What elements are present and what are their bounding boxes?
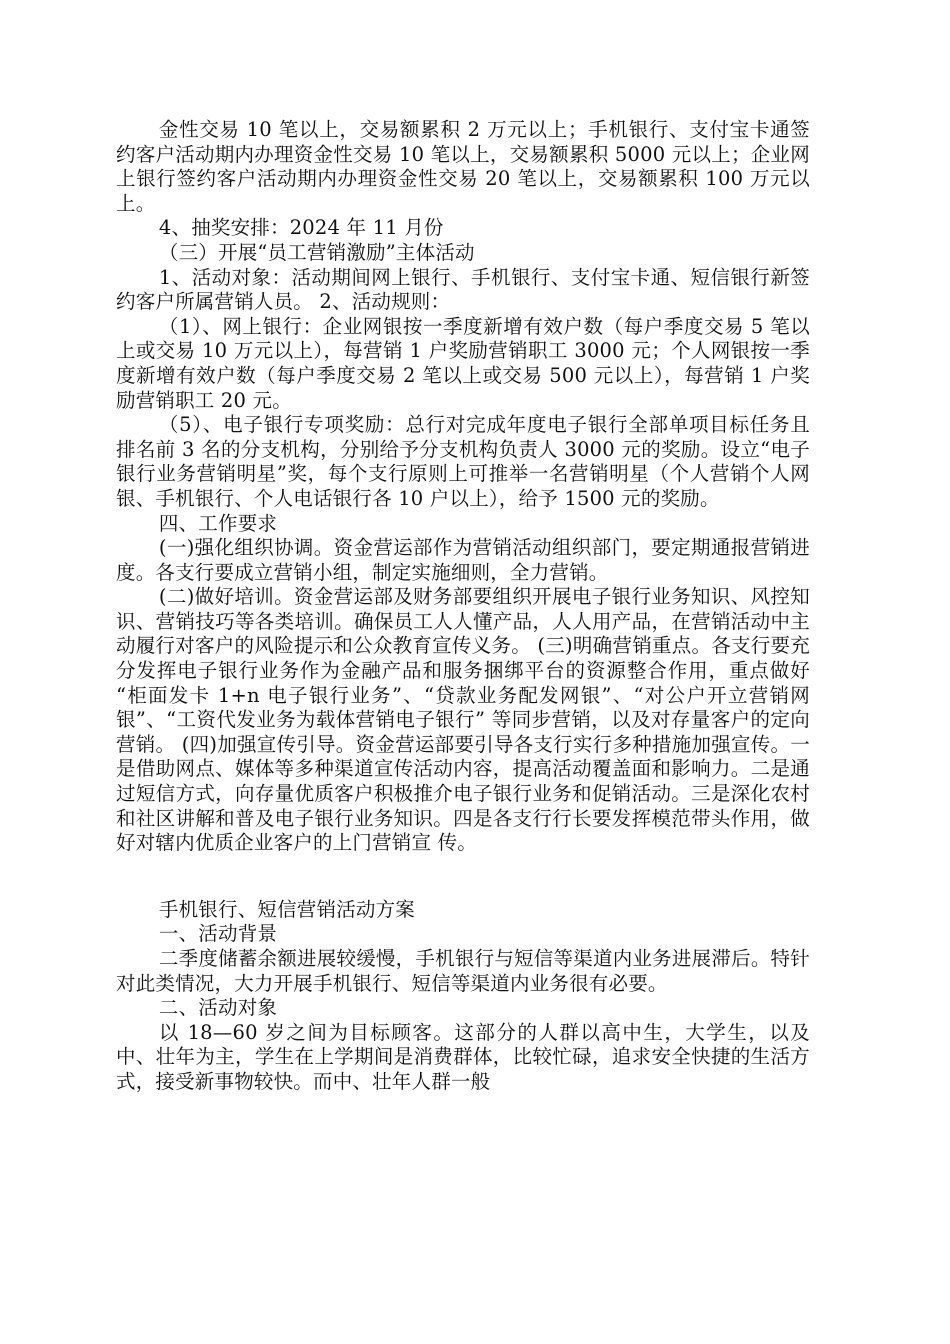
section-gap xyxy=(116,856,810,898)
section2-title: 手机银行、短信营销活动方案 xyxy=(158,897,415,921)
heading-work-requirements: 四、工作要求 xyxy=(158,511,278,535)
paragraph-transaction-requirements: 金性交易 10 笔以上，交易额累积 2 万元以上；手机银行、支付宝卡通签约客户活动期内办理资金性交易 10 笔以上，交易额累积 5000 元以上；企业网上银行签约客户活动期内办理资金性交易 20 笔以上，交易额累积 100 万元以上。 xyxy=(116,118,810,215)
heading-activity-background: 一、活动背景 xyxy=(158,922,278,946)
paragraph-training-marketing-publicity: (二)做好培训。资金营运部及财务部要组织开展电子银行业务知识、风控知识、营销技巧等各类培训。确保员工人人懂产品，人人用产品，在营销活动中主动履行对客户的风险提示和公众教育宣传义务。 (三)明确营销重点。各支行要充分发挥电子银行业务作为金融产品和服务捆绑平台的资源整合作用，重点做好 “柜面发卡 1+n 电子银行业务”、“贷款业务配发网银”、“对公户开立营销网银”、“工资代发业务为载体营销电子银行” 等同步营销，以及对存量客户的定向营销。 (四)加强宣传引导。资金营运部要引导各支行实行多种措施加强宣传。一是借助网点、媒体等多种渠道宣传活动内容，提高活动覆盖面和影响力。二是通过短信方式，向存量优质客户积极推介电子银行业务和促销活动。三是深化农村和社区讲解和普及电子银行业务知识。四是各支行行长要发挥模范带头作用，做好对辖内优质企业客户的上门营销宣 传。 xyxy=(116,585,810,855)
paragraph-activity-background: 二季度储蓄余额进展较缓慢，手机银行与短信等渠道内业务进展滞后。特针对此类情况，大力开展手机银行、短信等渠道内业务很有必要。 xyxy=(116,947,810,995)
paragraph-online-banking-reward: （1）、网上银行：企业网银按一季度新增有效户数（每户季度交易 5 笔以上或交易 10 万元以上），每营销 1 户奖励营销职工 3000 元；个人网银按一季度新增有效户数（每户季度交易 2 笔以上或交易 500 元以上），每营销 1 户奖励营销职工 20 元。 xyxy=(116,314,810,412)
paragraph-lottery-schedule: 4、抽奖安排：2024 年 11 月份 xyxy=(158,216,444,240)
paragraph-activity-audience: 以 18—60 岁之间为目标顾客。这部分的人群以高中生，大学生，以及中、壮年为主，学生在上学期间是消费群体，比较忙碌，追求安全快捷的生活方式，接受新事物较快。而中、壮年人群一般 xyxy=(116,1020,810,1093)
heading-activity-audience: 二、活动对象 xyxy=(158,996,278,1020)
document-page xyxy=(116,118,810,1095)
paragraph-activity-target: 1、活动对象：活动期间网上银行、手机银行、支付宝卡通、短信银行新签约客户所属营销人员。 2、活动规则： xyxy=(116,265,810,314)
paragraph-organization: (一)强化组织协调。资金营运部作为营销活动组织部门，要定期通报营销进度。各支行要成立营销小组，制定实施细则，全力营销。 xyxy=(116,536,810,584)
paragraph-special-reward: （5）、电子银行专项奖励：总行对完成年度电子银行全部单项目标任务且排名前 3 名的分支机构，分别给予分支机构负责人 3000 元的奖励。设立“电子银行业务营销明星”奖，每个支行原则上可推举一名营销明星（个人营销个人网银、手机银行、个人电话银行各 10 户以上），给予 1500 元的奖励。 xyxy=(116,413,810,510)
heading-employee-incentive: （三）开展“员工营销激励”主体活动 xyxy=(158,240,475,264)
